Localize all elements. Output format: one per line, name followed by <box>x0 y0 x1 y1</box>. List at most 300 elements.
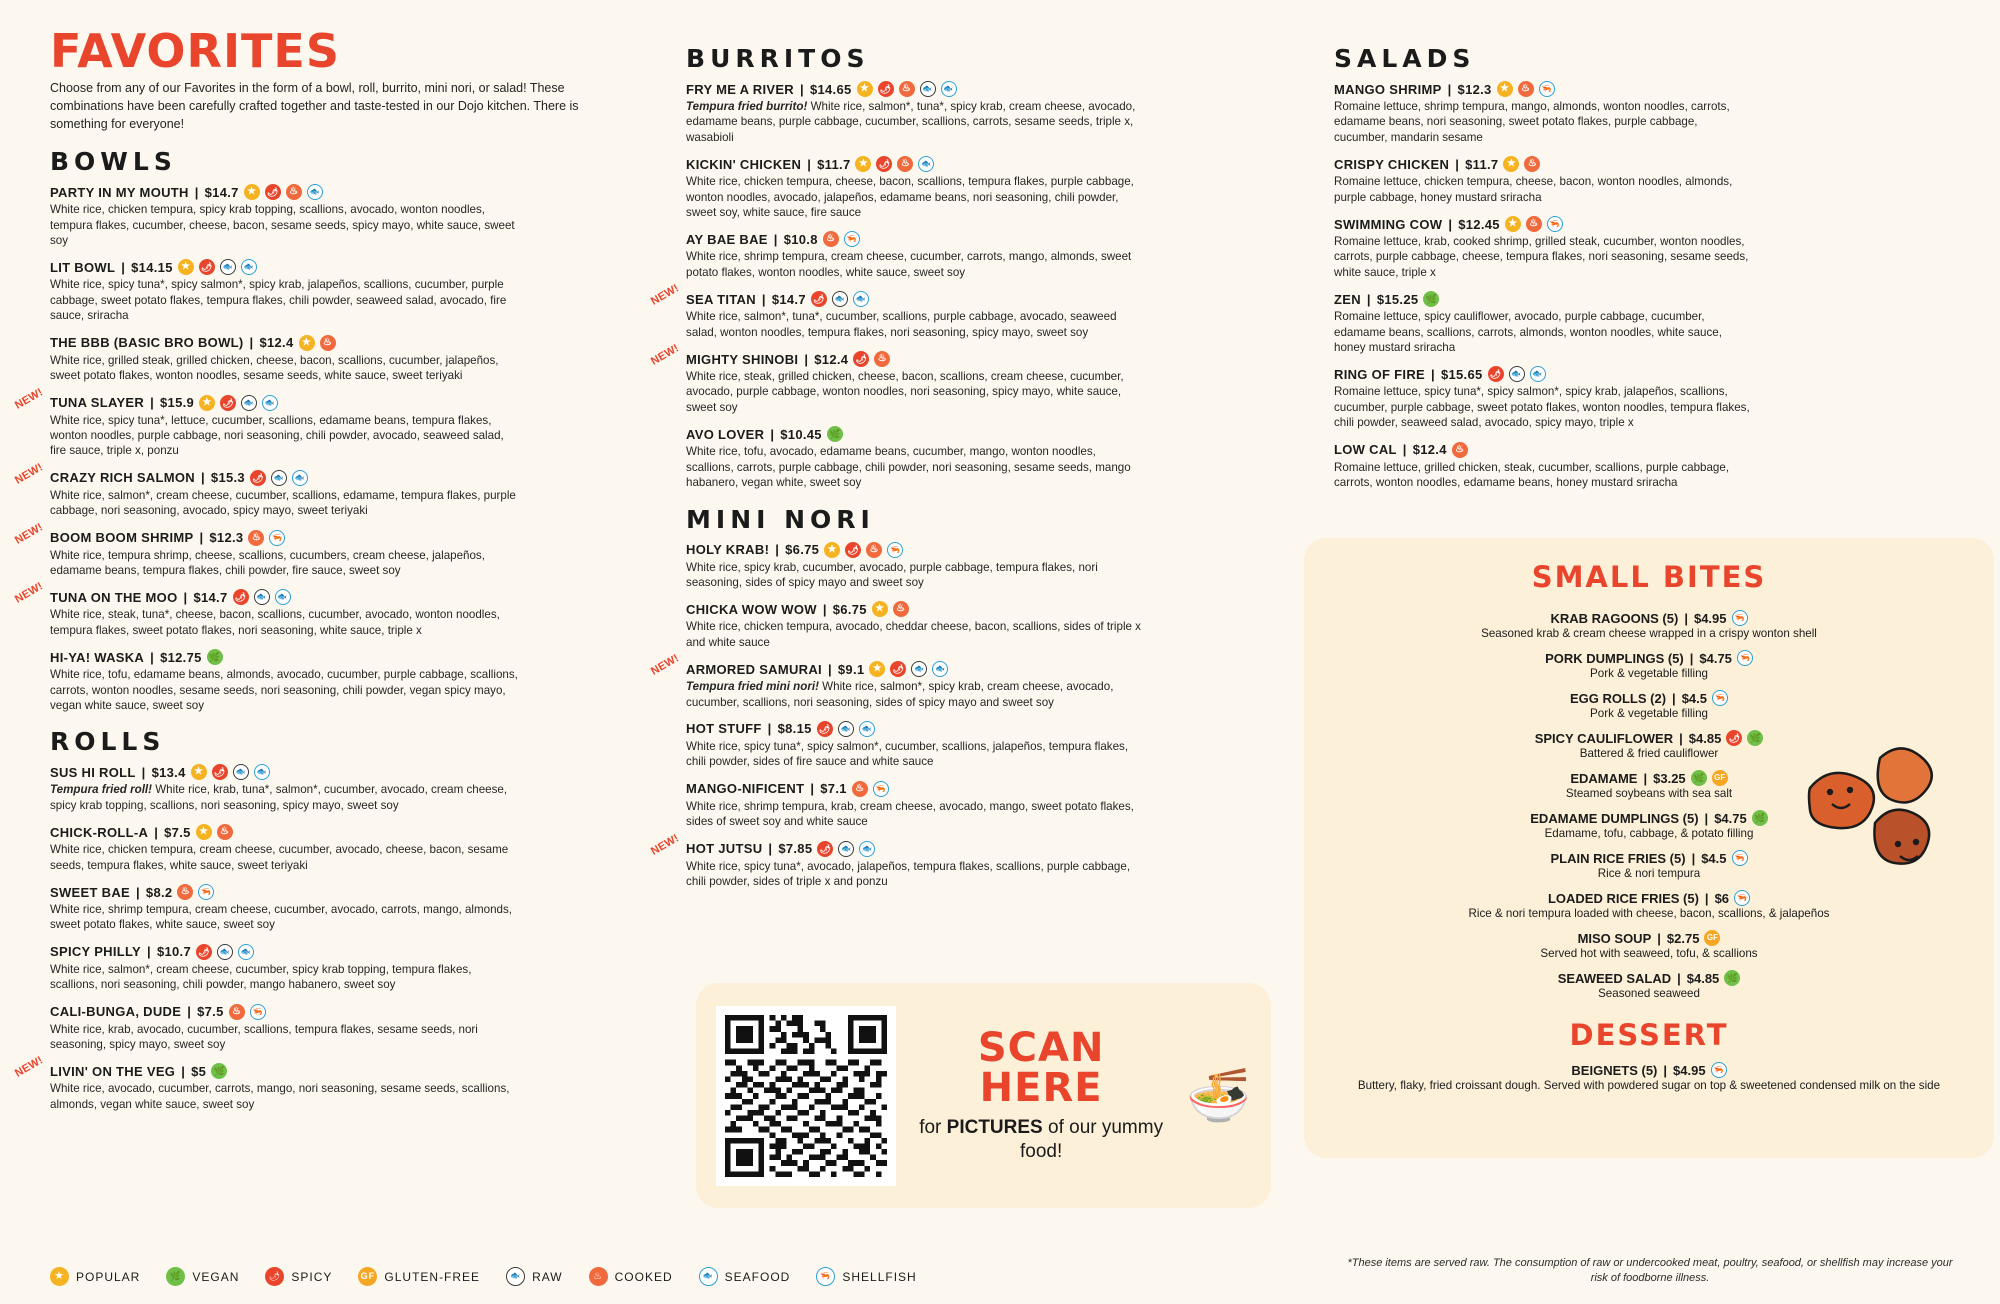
menu-item-header <box>1334 442 1972 458</box>
menu-item-header <box>50 1004 686 1020</box>
menu-item <box>50 649 686 713</box>
menu-item-name: CRAZY RICH SALMON <box>50 470 195 486</box>
menu-item-header <box>686 841 1334 857</box>
popular-icon <box>855 156 871 172</box>
menu-item-header <box>686 721 1334 737</box>
small-bite-name: LOADED RICE FRIES (5) <box>1547 890 1699 906</box>
price-separator: | <box>1704 810 1709 826</box>
menu-item-description: White rice, spicy tuna*, spicy salmon*, cucumber, scallions, jalapeños, tempura flakes, chili powder, sides of fire sauce and white sauce <box>686 739 1129 769</box>
menu-item-description: White rice, grilled steak, grilled chicken, cheese, bacon, scallions, cucumber, jalapeños, sweet potato flakes, wonton noodles, sesame seeds, white sauce, sweet teriyaki <box>50 353 499 383</box>
small-bite-item <box>1328 610 1970 640</box>
menu-item-name: ZEN <box>1334 291 1361 307</box>
spicy-icon <box>817 721 833 737</box>
shellfish-icon <box>1711 1062 1727 1078</box>
favorites-column <box>13 18 686 1208</box>
menu-item-description: White rice, chicken tempura, cheese, bacon, scallions, tempura flakes, purple cabbage, wonton noodles, avocado, jalapeños, edamame beans, nori seasoning, chili powder, sweet soy, white sauce, fire sauce <box>686 175 1134 220</box>
menu-item-name: PARTY IN MY MOUTH <box>50 184 189 200</box>
popular-icon <box>50 1267 69 1286</box>
legend-label: SPICY <box>291 1269 333 1284</box>
menu-item-price: $7.1 <box>820 781 847 797</box>
gf-icon <box>358 1267 377 1286</box>
menu-item <box>686 721 1334 770</box>
mini-nori-list <box>649 542 1334 890</box>
price-separator: | <box>767 721 772 737</box>
spicy-icon <box>250 470 266 486</box>
menu-item-name: LIT BOWL <box>50 259 116 275</box>
menu-item-header <box>686 781 1334 797</box>
small-bite-name: EDAMAME DUMPLINGS (5) <box>1530 810 1699 826</box>
spicy-icon <box>811 291 827 307</box>
small-bite-price: $4.85 <box>1688 730 1722 746</box>
small-bite-price: $4.75 <box>1699 650 1732 666</box>
price-separator: | <box>1677 970 1681 986</box>
price-separator: | <box>827 661 832 677</box>
menu-item-name: CHICK-ROLL-A <box>50 824 149 840</box>
popular-icon <box>244 184 260 200</box>
cooked-icon <box>286 184 302 200</box>
popular-icon <box>191 764 207 780</box>
new-badge: NEW! <box>13 580 46 607</box>
menu-item <box>686 231 1334 280</box>
cooked-icon <box>1526 216 1542 232</box>
popular-icon <box>1505 216 1521 232</box>
vegan-icon <box>207 649 223 665</box>
small-bite-description: Served hot with seaweed, tofu, & scallions <box>1540 947 1758 960</box>
cooked-icon <box>589 1267 608 1286</box>
new-badge: NEW! <box>13 385 46 412</box>
menu-item-name: TUNA SLAYER <box>50 395 145 410</box>
menu-item-description: White rice, shrimp tempura, krab, cream cheese, avocado, mango, sweet potato flakes, sides of sweet soy and white sauce <box>686 799 1134 829</box>
vegan-icon <box>1423 291 1439 307</box>
spicy-icon <box>817 841 833 857</box>
small-bite-name: MISO SOUP <box>1577 930 1652 946</box>
menu-item-price: $14.7 <box>193 589 228 605</box>
seafood-icon <box>275 589 291 605</box>
shellfish-icon <box>887 542 903 558</box>
price-separator: | <box>150 395 155 410</box>
menu-item-header <box>686 291 1334 307</box>
price-separator: | <box>1663 1062 1668 1078</box>
menu-item <box>686 781 1334 830</box>
menu-item-header <box>1334 291 1972 307</box>
seafood-icon <box>292 470 308 486</box>
seafood-icon <box>262 395 278 411</box>
small-bite-header <box>1328 650 1970 666</box>
disclaimer: *These items are served raw. The consumption of raw or undercooked meat, poultry, seafood, or shellfish may increase your risk of foodborne illness. <box>1347 1257 1953 1285</box>
cooked-icon <box>823 231 839 247</box>
seafood-icon <box>241 259 257 275</box>
menu-item <box>686 426 1334 490</box>
menu-item-description: Romaine lettuce, krab, cooked shrimp, grilled steak, cucumber, wonton noodles, carrots, purple cabbage, cheese, tempura flakes, nori seasoning, sesame seeds, white sauce, triple x <box>1334 235 1749 279</box>
menu-item-price: $12.45 <box>1458 216 1500 232</box>
menu-item-description-text: White rice, krab, tuna*, salmon*, cucumber, avocado, cream cheese, spicy krab topping, scallions, nori seasoning, spicy mayo, sweet soy <box>50 783 508 812</box>
popular-icon <box>299 335 315 351</box>
spicy-icon <box>265 184 281 200</box>
legend-entry-popular <box>50 1267 140 1286</box>
bowls-list <box>13 184 686 713</box>
menu-item-header <box>50 589 686 605</box>
menu-item-price: $15.25 <box>1376 291 1419 307</box>
price-separator: | <box>181 1063 186 1079</box>
small-bite-description: Steamed soybeans with sea salt <box>1565 787 1733 800</box>
small-bite-description: Edamame, tofu, cabbage, & potato filling <box>1544 827 1754 840</box>
menu-item-price: $11.7 <box>1465 156 1499 172</box>
small-bite-name: PORK DUMPLINGS (5) <box>1545 650 1684 666</box>
shellfish-icon <box>198 884 214 900</box>
menu-item-description: White rice, tofu, edamame beans, almonds, avocado, cucumber, purple cabbage, scallions, carrots, wonton noodles, sesame seeds, nori seasoning, chili powder, vegan spicy mayo, vegan white sauce, sweet soy <box>50 668 518 712</box>
spicy-icon <box>876 156 892 172</box>
cauliflower-illustration <box>1780 728 1970 883</box>
small-bite-name: SPICY CAULIFLOWER <box>1534 730 1674 746</box>
menu-item <box>50 884 686 933</box>
menu-item <box>50 184 686 248</box>
cooked-icon <box>320 335 336 351</box>
small-bite-description: Rice & nori tempura <box>1597 867 1701 880</box>
raw-icon <box>241 395 257 411</box>
popular-icon <box>1497 81 1513 97</box>
menu-item-description: White rice, tofu, avocado, edamame beans, cucumber, mango, wonton noodles, scallions, carrots, purple cabbage, chili powder, nori seasoning, sesame seeds, mango habanero, vegan white, sweet soy <box>686 445 1131 490</box>
price-separator: | <box>770 426 775 442</box>
price-separator: | <box>1684 610 1688 626</box>
menu-item-header <box>1334 81 1972 97</box>
price-separator: | <box>1366 291 1371 307</box>
small-bite-header <box>1328 1062 1970 1078</box>
rolls-list <box>13 764 686 1112</box>
small-bite-description: Battered & fried cauliflower <box>1579 747 1719 760</box>
new-badge: NEW! <box>13 520 46 547</box>
price-separator: | <box>804 351 809 367</box>
menu-item-header <box>686 542 1334 558</box>
menu-item-name: SEA TITAN <box>686 291 756 307</box>
menu-item-name: THE BBB (BASIC BRO BOWL) <box>50 335 244 351</box>
vegan-icon <box>211 1063 227 1079</box>
cooked-icon <box>1452 442 1468 458</box>
menu-item-header <box>50 530 686 546</box>
small-bite-name: BEIGNETS (5) <box>1571 1062 1658 1078</box>
seafood-icon <box>1530 366 1546 382</box>
legend-label: VEGAN <box>192 1269 240 1284</box>
qr-code[interactable] <box>716 1006 896 1186</box>
new-badge: NEW! <box>649 342 682 368</box>
menu-item-price: $14.7 <box>771 291 806 307</box>
legend-label: GLUTEN-FREE <box>384 1269 481 1284</box>
price-separator: | <box>1643 770 1648 786</box>
menu-item-description: White rice, spicy krab, cucumber, avocado, purple cabbage, tempura flakes, nori seasoning, sides of spicy mayo and sweet soy <box>686 560 1098 589</box>
menu-item-price: $12.4 <box>814 351 849 367</box>
shellfish-icon <box>1732 610 1748 626</box>
menu-item-price: $15.9 <box>160 395 195 410</box>
menu-item-price: $7.5 <box>164 824 191 840</box>
price-separator: | <box>1679 730 1683 746</box>
menu-item-description: White rice, steak, tuna*, cheese, bacon, scallions, cucumber, avocado, wonton noodles, tempura flakes, sweet potato flakes, nori seasoning, white sauce, triple x <box>50 608 500 637</box>
menu-item <box>686 81 1334 145</box>
small-bite-description: Buttery, flaky, fried croissant dough. Served with powdered sugar on top & sweetened condensed milk on the side <box>1357 1079 1941 1092</box>
menu-item <box>13 385 686 459</box>
spicy-icon <box>220 395 236 411</box>
popular-icon <box>872 601 888 617</box>
menu-item-description: White rice, krab, avocado, cucumber, scallions, tempura flakes, sesame seeds, nori seasoning, spicy mayo, sweet soy <box>50 1022 478 1052</box>
small-bite-price: $2.75 <box>1666 930 1700 946</box>
menu-item-header <box>50 649 686 665</box>
menu-item-name: SWIMMING COW <box>1334 216 1443 232</box>
menu-item-name: FRY ME A RIVER <box>686 81 794 97</box>
price-separator: | <box>1455 156 1460 172</box>
spicy-icon <box>853 351 869 367</box>
menu-item-description-text: White rice, salmon*, spicy krab, cream cheese, avocado, cucumber, scallions, nori seasoning, sides of spicy mayo and sweet soy <box>686 680 1114 709</box>
menu-item-price: $14.65 <box>809 81 852 97</box>
menu-item-description: White rice, tempura shrimp, cheese, scallions, cucumbers, cream cheese, jalapeños, edamame beans, tempura flakes, chili powder, fire sauce, sweet soy <box>50 548 485 577</box>
popular-icon <box>824 542 840 558</box>
menu-item <box>50 259 686 323</box>
scan-here-panel[interactable] <box>696 983 1271 1208</box>
seafood-icon <box>859 841 875 857</box>
menu-item-header <box>1334 366 1972 382</box>
menu-item-header <box>50 395 686 411</box>
vegan-icon <box>166 1267 185 1286</box>
gf-icon <box>1712 770 1728 786</box>
menu-item-price: $5 <box>191 1063 207 1079</box>
menu-item <box>13 520 686 579</box>
spicy-icon <box>878 81 894 97</box>
menu-item-header <box>50 1063 686 1079</box>
menu-item-lead: Tempura fried roll! <box>50 783 152 797</box>
shellfish-icon <box>1712 690 1728 706</box>
menu-item-name: LOW CAL <box>1334 442 1397 458</box>
shellfish-icon <box>1732 850 1748 866</box>
small-bite-item <box>1328 650 1970 680</box>
raw-icon <box>220 259 236 275</box>
menu-item-description <box>686 679 1141 710</box>
small-bite-price: $4.95 <box>1673 1062 1706 1078</box>
price-separator: | <box>200 470 205 486</box>
price-separator: | <box>154 824 159 840</box>
menu-item-description: Romaine lettuce, spicy cauliflower, avocado, purple cabbage, cucumber, edamame beans, scallions, carrots, almonds, wonton noodles, white sauce, honey mustard sriracha <box>1334 310 1722 355</box>
menu-item <box>50 1004 686 1053</box>
menu-item-price: $9.1 <box>837 661 865 677</box>
small-bite-header <box>1328 930 1970 946</box>
popular-icon <box>199 395 215 411</box>
menu-item-name: SPICY PHILLY <box>50 944 142 960</box>
small-bite-description: Seasoned seaweed <box>1598 987 1700 1000</box>
small-bite-price: $4.85 <box>1686 970 1720 986</box>
shellfish-icon <box>1734 890 1750 906</box>
small-bite-header <box>1328 970 1970 986</box>
price-separator: | <box>775 542 780 557</box>
cooked-icon <box>899 81 915 97</box>
menu-item-header <box>686 351 1334 367</box>
price-separator: | <box>810 781 815 797</box>
scan-sub-post: of our yummy food! <box>1020 1116 1164 1162</box>
menu-item-price: $15.3 <box>210 470 245 486</box>
menu-item-header <box>50 944 686 960</box>
new-badge: NEW! <box>649 652 682 678</box>
menu-item-name: CHICKA WOW WOW <box>686 601 817 617</box>
menu-item-price: $7.85 <box>778 841 813 857</box>
menu-item-description: White rice, spicy tuna*, lettuce, cucumber, scallions, edamame beans, tempura flakes, wonton noodles, purple cabbage, nori seasoning, chili powder, avocado, seaweed salad, fire sauce, triple x, ponzu <box>50 413 504 458</box>
shellfish-icon <box>1539 81 1555 97</box>
menu-item-header <box>686 661 1334 677</box>
menu-item-description: Romaine lettuce, chicken tempura, cheese, bacon, wonton noodles, almonds, purple cabbage, honey mustard sriracha <box>1334 175 1733 204</box>
scan-sub-pre: for <box>919 1116 947 1138</box>
scan-text-block <box>916 1024 1166 1164</box>
menu-item-description <box>50 782 520 813</box>
menu-item-name: AVO LOVER <box>686 426 765 442</box>
menu-item <box>13 460 686 519</box>
menu-item-price: $10.7 <box>156 944 192 960</box>
menu-item-price: $12.3 <box>209 530 244 546</box>
menu-item-header <box>1334 156 1972 172</box>
menu-item-lead: Tempura fried burrito! <box>686 100 808 113</box>
menu-item-header <box>50 884 686 900</box>
menu-item-header <box>50 184 686 200</box>
raw-icon <box>506 1267 525 1286</box>
seafood-icon <box>254 764 270 780</box>
cooked-icon <box>893 601 909 617</box>
menu-item-description: White rice, steak, grilled chicken, cheese, bacon, scallions, cream cheese, cucumber, avocado, purple cabbage, wonton noodles, nori seasoning, spicy mayo, white sauce, sweet soy <box>686 370 1124 414</box>
raw-icon <box>838 841 854 857</box>
spicy-icon <box>1488 366 1504 382</box>
popular-icon <box>1503 156 1519 172</box>
small-bite-price: $6 <box>1714 890 1730 906</box>
vegan-icon <box>1752 810 1768 826</box>
menu-item-header <box>50 764 686 780</box>
price-separator: | <box>147 944 151 960</box>
small-bite-header <box>1328 890 1970 906</box>
spicy-icon <box>265 1267 284 1286</box>
price-separator: | <box>761 291 766 307</box>
seafood-icon <box>238 944 254 960</box>
menu-item-description: Romaine lettuce, spicy tuna*, spicy salmon*, spicy krab, jalapeños, scallions, cucumber, purple cabbage, sweet potato flakes, wonton noodles, tempura flakes, chili powder, seaweed salad, avocado, spicy mayo, triple x <box>1334 385 1750 430</box>
spicy-icon <box>212 764 228 780</box>
menu-item <box>50 824 686 873</box>
cooked-icon <box>866 542 882 558</box>
menu-item-name: LIVIN' ON THE VEG <box>50 1063 176 1079</box>
menu-item-header <box>686 426 1334 442</box>
menu-item <box>686 601 1334 650</box>
legend-label: RAW <box>532 1269 563 1284</box>
shellfish-icon <box>1547 216 1563 232</box>
seafood-icon <box>859 721 875 737</box>
menu-item-description-text: White rice, salmon*, tuna*, spicy krab, cream cheese, avocado, edamame beans, purple cabbage, cucumber, scallions, carrots, sesame seeds, triple x, wasabioli <box>686 100 1136 144</box>
menu-item-name: AY BAE BAE <box>686 231 768 247</box>
salads-column <box>1334 18 1972 1208</box>
price-separator: | <box>773 231 778 247</box>
price-separator: | <box>183 589 188 605</box>
menu-item <box>649 652 1334 710</box>
rice-bowl-icon: 🍜 <box>1186 1066 1252 1125</box>
popular-icon <box>196 824 212 840</box>
raw-icon <box>911 661 927 677</box>
vegan-icon <box>1724 970 1740 986</box>
menu-item-name: TUNA ON THE MOO <box>50 589 178 605</box>
menu-item <box>1334 216 1972 280</box>
menu-item-price: $6.75 <box>832 601 867 617</box>
dessert-list <box>1328 1062 1970 1092</box>
menu-item <box>1334 442 1972 491</box>
price-separator: | <box>1447 81 1452 97</box>
popular-icon <box>178 259 194 275</box>
small-bite-price: $4.75 <box>1714 810 1747 826</box>
menu-item <box>686 156 1334 220</box>
menu-item-description: White rice, salmon*, tuna*, cucumber, scallions, purple cabbage, avocado, seaweed salad, wonton noodles, tempura flakes, nori seasoning, spicy mayo, sweet soy <box>686 310 1117 339</box>
price-separator: | <box>121 259 126 275</box>
cooked-icon <box>897 156 913 172</box>
menu-item-price: $14.7 <box>204 184 239 200</box>
vegan-icon <box>1747 730 1763 746</box>
price-separator: | <box>807 156 812 172</box>
menu-item-header <box>50 470 686 486</box>
raw-icon <box>838 721 854 737</box>
menu-item <box>13 1054 686 1112</box>
price-separator: | <box>822 601 827 617</box>
small-bite-header <box>1328 610 1970 626</box>
small-bite-price: $3.25 <box>1653 770 1686 786</box>
menu-item-description: White rice, shrimp tempura, cream cheese, cucumber, carrots, mango, almonds, sweet potato flakes, wonton noodles, white sauce, sweet soy <box>686 250 1132 279</box>
legend-entry-shellfish <box>816 1267 916 1286</box>
small-bite-item <box>1328 1062 1970 1092</box>
small-bite-name: PLAIN RICE FRIES (5) <box>1550 850 1686 866</box>
menu-item-price: $10.45 <box>780 426 822 442</box>
raw-icon <box>217 944 233 960</box>
menu-item-header <box>50 335 686 351</box>
raw-icon <box>233 764 249 780</box>
vegan-icon <box>1691 770 1707 786</box>
price-separator: | <box>249 335 254 351</box>
legend-entry-gf <box>358 1267 480 1286</box>
menu-item-description: White rice, shrimp tempura, cream cheese, cucumber, avocado, carrots, mango, almonds, sweet potato flakes, white sauce, sweet soy <box>50 903 513 932</box>
raw-icon <box>920 81 936 97</box>
menu-item-description: Romaine lettuce, shrimp tempura, mango, almonds, wonton noodles, carrots, edamame beans, nori seasoning, sweet potato flakes, purple cabbage, cucumber, mandarin sesame <box>1334 100 1730 144</box>
menu-item-name: HOLY KRAB! <box>686 542 770 557</box>
new-badge: NEW! <box>13 1054 46 1081</box>
legend-entry-cooked <box>589 1267 673 1286</box>
menu-item-price: $12.3 <box>1457 81 1492 97</box>
small-bite-name: EDAMAME <box>1570 770 1638 786</box>
small-bite-description: Pork & vegetable filling <box>1590 707 1708 720</box>
price-separator: | <box>1402 442 1407 458</box>
raw-icon <box>1509 366 1525 382</box>
price-separator: | <box>1448 216 1453 232</box>
spicy-icon <box>199 259 215 275</box>
cooked-icon <box>1524 156 1540 172</box>
menu-item-price: $12.4 <box>1412 442 1447 458</box>
section-title-bowls: BOWLS <box>50 147 177 177</box>
legend-entry-spicy <box>265 1267 332 1286</box>
small-bite-item <box>1328 970 1970 1000</box>
new-badge: NEW! <box>649 282 682 308</box>
menu-item-header <box>686 231 1334 247</box>
price-separator: | <box>135 884 140 900</box>
price-separator: | <box>1672 690 1676 706</box>
menu-item-name: RING OF FIRE <box>1334 366 1425 382</box>
scan-sub-bold: PICTURES <box>946 1116 1043 1138</box>
menu-item-header <box>50 259 686 275</box>
section-title-burritos: BURRITOS <box>686 44 870 73</box>
legend-label: SHELLFISH <box>842 1269 917 1284</box>
menu-item <box>649 282 1334 340</box>
seafood-icon <box>699 1267 718 1286</box>
raw-icon <box>832 291 848 307</box>
new-badge: NEW! <box>649 831 682 858</box>
menu-item-name: SWEET BAE <box>50 884 130 900</box>
seafood-icon <box>932 661 948 677</box>
seafood-icon <box>941 81 957 97</box>
menu-item-price: $10.8 <box>783 231 818 247</box>
small-bite-name: KRAB RAGOONS (5) <box>1550 610 1679 626</box>
menu-item-header <box>686 81 1334 97</box>
menu-item <box>1334 366 1972 430</box>
menu-item-description: White rice, spicy tuna*, spicy salmon*, spicy krab, jalapeños, scallions, cucumber, purple cabbage, sweet potato flakes, tempura flakes, chili powder, seaweed salad, avocado, fire sauce, sriracha <box>50 278 507 323</box>
